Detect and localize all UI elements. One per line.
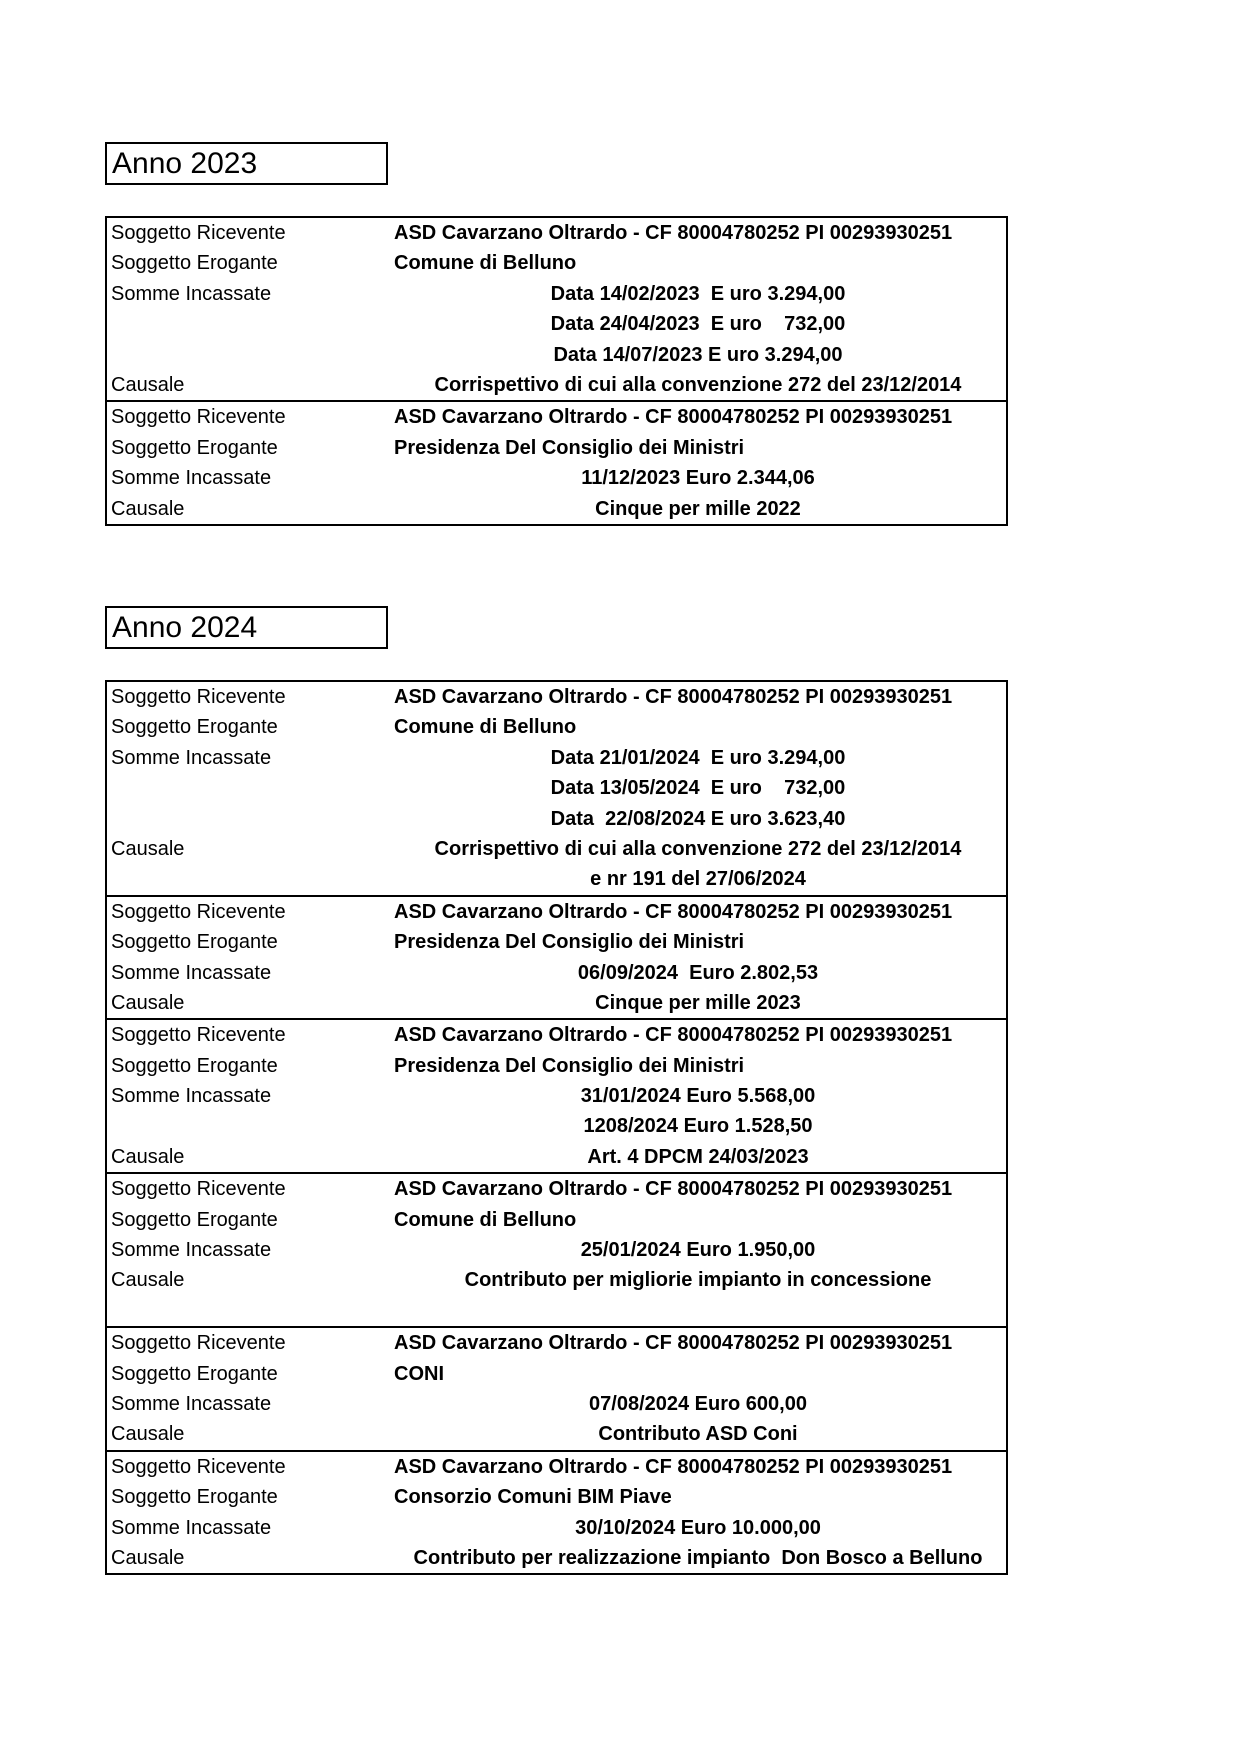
row-label: Causale <box>111 1546 185 1569</box>
record-row <box>107 1419 1006 1449</box>
row-value: 30/10/2024 Euro 10.000,00 <box>575 1516 821 1539</box>
row-label: Somme Incassate <box>111 467 272 490</box>
record-row <box>107 1205 1006 1235</box>
record-row <box>107 1296 1006 1326</box>
record-row <box>107 248 1006 278</box>
row-value: 11/12/2023 Euro 2.344,06 <box>581 467 815 490</box>
record-row <box>107 864 1006 894</box>
row-label: Causale <box>111 1423 185 1446</box>
row-label: Soggetto Ricevente <box>111 1455 286 1478</box>
row-label: Soggetto Erogante <box>111 1362 278 1385</box>
contribution-record <box>105 216 1008 402</box>
record-row <box>107 834 1006 864</box>
record-row <box>107 897 1006 927</box>
record-row <box>107 1081 1006 1111</box>
row-value: Data 22/08/2024 E uro 3.623,40 <box>550 807 846 830</box>
row-label: Soggetto Erogante <box>111 1054 278 1077</box>
row-value: ASD Cavarzano Oltrardo - CF 80004780252 PI 00293930251 <box>394 900 953 923</box>
row-value: Comune di Belluno <box>394 1208 577 1231</box>
contribution-record <box>105 1018 1008 1174</box>
contribution-record <box>105 1450 1008 1576</box>
row-label: Soggetto Ricevente <box>111 222 286 244</box>
row-value: ASD Cavarzano Oltrardo - CF 80004780252 PI 00293930251 <box>394 222 953 244</box>
record-row <box>107 804 1006 834</box>
row-label: Soggetto Erogante <box>111 931 278 954</box>
row-value: Data 14/07/2023 E uro 3.294,00 <box>553 343 843 366</box>
record-row <box>107 1452 1006 1482</box>
row-value: Data 14/02/2023 E uro 3.294,00 <box>550 282 846 305</box>
row-value: ASD Cavarzano Oltrardo - CF 80004780252 PI 00293930251 <box>394 406 953 429</box>
row-value: Cinque per mille 2022 <box>595 497 801 520</box>
record-row <box>107 988 1006 1018</box>
row-value: Contributo per migliorie impianto in concessione <box>464 1269 932 1292</box>
row-value: Comune di Belluno <box>394 716 577 739</box>
record-row <box>107 958 1006 988</box>
row-value: ASD Cavarzano Oltrardo - CF 80004780252 PI 00293930251 <box>394 1178 953 1201</box>
row-value: Presidenza Del Consiglio dei Ministri <box>394 436 745 459</box>
record-row <box>107 1513 1006 1543</box>
row-value: ASD Cavarzano Oltrardo - CF 80004780252 PI 00293930251 <box>394 1024 953 1047</box>
row-label: Somme Incassate <box>111 1516 272 1539</box>
record-row <box>107 340 1006 370</box>
row-label: Soggetto Erogante <box>111 716 278 739</box>
contribution-record <box>105 895 1008 1021</box>
record-row <box>107 712 1006 742</box>
record-row <box>107 1235 1006 1265</box>
record-row <box>107 1174 1006 1204</box>
row-value: e nr 191 del 27/06/2024 <box>590 868 806 891</box>
row-value: Cinque per mille 2023 <box>595 991 801 1014</box>
record-row <box>107 309 1006 339</box>
row-value: Data 13/05/2024 E uro 732,00 <box>550 777 846 800</box>
record-row <box>107 773 1006 803</box>
row-label: Soggetto Erogante <box>111 252 278 275</box>
record-row <box>107 402 1006 432</box>
contribution-record <box>105 1326 1008 1452</box>
contribution-record <box>105 400 1008 526</box>
row-value: Presidenza Del Consiglio dei Ministri <box>394 1054 745 1077</box>
row-value: 31/01/2024 Euro 5.568,00 <box>580 1085 816 1108</box>
row-value: 25/01/2024 Euro 1.950,00 <box>580 1239 816 1262</box>
record-row <box>107 1482 1006 1512</box>
row-label: Somme Incassate <box>111 1239 272 1262</box>
row-value: Art. 4 DPCM 24/03/2023 <box>587 1145 809 1168</box>
contribution-record <box>105 1172 1008 1328</box>
row-value: ASD Cavarzano Oltrardo - CF 80004780252 PI 00293930251 <box>394 1332 953 1355</box>
row-value: Consorzio Comuni BIM Piave <box>394 1486 672 1509</box>
row-value: CONI <box>394 1362 444 1385</box>
row-label: Somme Incassate <box>111 961 272 984</box>
row-label: Soggetto Ricevente <box>111 1178 286 1201</box>
row-label: Somme Incassate <box>111 746 272 769</box>
row-label: Causale <box>111 1269 185 1292</box>
row-value: Corrispettivo di cui alla convenzione 272 del 23/12/2014 <box>434 837 962 860</box>
row-value: Data 21/01/2024 E uro 3.294,00 <box>550 746 846 769</box>
row-value: ASD Cavarzano Oltrardo - CF 80004780252 PI 00293930251 <box>394 686 953 708</box>
row-value: 06/09/2024 Euro 2.802,53 <box>577 961 819 984</box>
row-label: Soggetto Erogante <box>111 1208 278 1231</box>
row-label: Causale <box>111 373 185 396</box>
record-row <box>107 218 1006 248</box>
record-row <box>107 1142 1006 1172</box>
row-value: Contributo per realizzazione impianto Don Bosco a Belluno <box>413 1546 983 1569</box>
record-row <box>107 1051 1006 1081</box>
row-label: Causale <box>111 837 185 860</box>
record-row <box>107 743 1006 773</box>
record-row <box>107 1111 1006 1141</box>
row-value: Comune di Belluno <box>394 252 577 275</box>
record-row <box>107 1328 1006 1358</box>
row-label: Causale <box>111 991 185 1014</box>
year-heading: Anno 2023 <box>105 142 388 185</box>
row-label: Somme Incassate <box>111 1085 272 1108</box>
row-label: Soggetto Ricevente <box>111 1024 286 1047</box>
record-row <box>107 927 1006 957</box>
record-row <box>107 1389 1006 1419</box>
row-label: Causale <box>111 1145 185 1168</box>
record-row <box>107 1543 1006 1573</box>
row-value: Data 24/04/2023 E uro 732,00 <box>550 313 846 336</box>
row-label: Soggetto Ricevente <box>111 1332 286 1355</box>
record-row <box>107 682 1006 712</box>
row-label: Soggetto Ricevente <box>111 406 286 429</box>
row-value: Presidenza Del Consiglio dei Ministri <box>394 931 745 954</box>
row-label: Somme Incassate <box>111 282 272 305</box>
year-heading: Anno 2024 <box>105 606 388 649</box>
record-row <box>107 1265 1006 1295</box>
row-label: Somme Incassate <box>111 1392 272 1415</box>
row-value: Corrispettivo di cui alla convenzione 272 del 23/12/2014 <box>434 373 962 396</box>
record-row <box>107 1359 1006 1389</box>
record-row <box>107 494 1006 524</box>
record-row <box>107 279 1006 309</box>
record-row <box>107 370 1006 400</box>
row-label: Soggetto Erogante <box>111 1486 278 1509</box>
row-value: 07/08/2024 Euro 600,00 <box>589 1392 807 1415</box>
record-row <box>107 433 1006 463</box>
record-row <box>107 1020 1006 1050</box>
record-row <box>107 463 1006 493</box>
row-label: Soggetto Erogante <box>111 436 278 459</box>
row-label: Soggetto Ricevente <box>111 900 286 923</box>
row-value: 1208/2024 Euro 1.528,50 <box>583 1115 813 1138</box>
row-label: Soggetto Ricevente <box>111 686 286 708</box>
contribution-record <box>105 680 1008 897</box>
row-label: Causale <box>111 497 185 520</box>
row-value: ASD Cavarzano Oltrardo - CF 80004780252 PI 00293930251 <box>394 1455 953 1478</box>
row-value: Contributo ASD Coni <box>598 1423 798 1446</box>
